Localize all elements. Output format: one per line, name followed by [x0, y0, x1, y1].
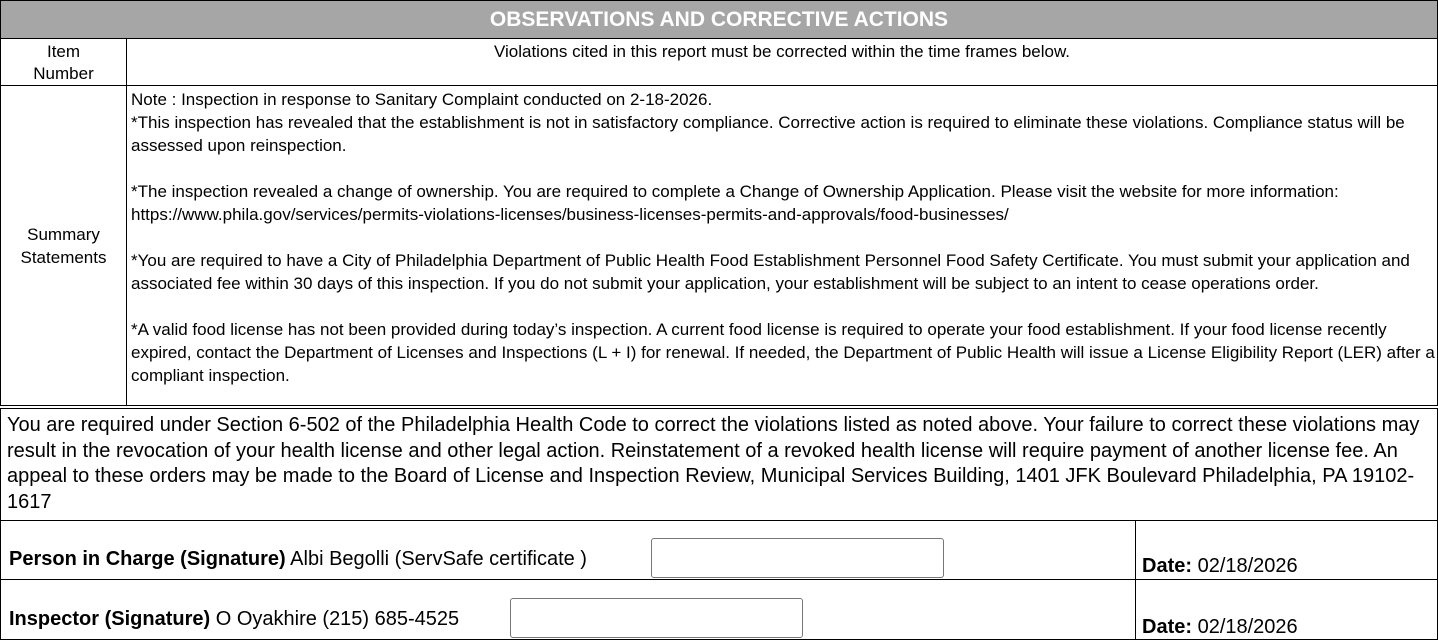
- inspector-name: O Oyakhire (215) 685-4525: [215, 608, 460, 630]
- person-in-charge-label: Person in Charge (Signature): [9, 548, 286, 570]
- inspector-signature-field[interactable]: [510, 598, 803, 638]
- person-in-charge-signature-field[interactable]: [651, 538, 944, 578]
- summary-statements-body: [127, 86, 1438, 406]
- section-title: OBSERVATIONS AND CORRECTIVE ACTIONS: [0, 0, 1438, 39]
- item-number-header: [1, 39, 127, 86]
- summary-statement: *A valid food license has not been provided during today’s inspection. A current food license is required to operate your food establishment. If your food license recently expired, contact the Department of Licenses and Inspections (L + I) for renewal. If needed, the Department of Public Health will issue a License Eligibility Report (LER) after a compliant inspection.: [131, 320, 1435, 385]
- date-label: Date:: [1142, 616, 1193, 638]
- summary-statement: *This inspection has revealed that the establishment is not in satisfactory compliance. Corrective action is required to eliminate these violations. Compliance status will be assessed upon reinspection.: [131, 113, 1405, 155]
- item-number-header-line2: Number: [33, 64, 94, 83]
- legal-notice: You are required under Section 6-502 of the Philadelphia Health Code to correct the violations listed as noted above. Your failure to correct these violations may result in the revocation of your health license and other legal action. Reinstatement of a revoked health license will require payment of another license fee. An appeal to these orders may be made to the Board of License and Inspection Review, Municipal Services Building, 1401 JFK Boulevard Philadelphia, PA 19102-1617: [0, 408, 1438, 521]
- item-number-header-line1: Item: [46, 42, 81, 61]
- inspection-note: Note : Inspection in response to Sanitary Complaint conducted on 2-18-2026.: [131, 90, 713, 109]
- summary-label-line1: Summary: [27, 224, 100, 244]
- time-frames-notice: Violations cited in this report must be corrected within the time frames below.: [127, 39, 1438, 86]
- inspector-row: [0, 579, 1438, 640]
- inspector-text: [9, 608, 459, 631]
- person-in-charge-name: Albi Begolli (ServSafe certificate ): [290, 548, 587, 570]
- summary-statement: *The inspection revealed a change of ownership. You are required to complete a Change of Ownership Application. Please visit the website for more information: https://www.phila.gov/services/permits-violations-licenses/business-licenses-permits-and-approvals/food-businesses/: [131, 182, 1339, 224]
- column-header-row: [1, 39, 1438, 86]
- summary-row: [1, 86, 1438, 406]
- inspector-cell: [1, 580, 1136, 639]
- date-label: Date:: [1142, 555, 1193, 577]
- inspector-label: Inspector (Signature): [9, 608, 211, 630]
- summary-statements-label: [1, 86, 127, 406]
- inspector-date: [1142, 616, 1298, 639]
- person-in-charge-text: [9, 548, 587, 571]
- date-value: 02/18/2026: [1197, 616, 1298, 638]
- date-value: 02/18/2026: [1197, 555, 1298, 577]
- observations-table: [0, 38, 1438, 406]
- summary-statement: *You are required to have a City of Philadelphia Department of Public Health Food Establishment Personnel Food Safety Certificate. You must submit your application and associated fee within 30 days of this inspection. If you do not submit your application, your establishment will be subject to an intent to cease operations order.: [131, 251, 1410, 293]
- person-in-charge-cell: [1, 521, 1136, 579]
- person-in-charge-row: [0, 520, 1438, 580]
- person-in-charge-date: [1142, 555, 1298, 578]
- summary-label-line2: Statements: [20, 247, 107, 267]
